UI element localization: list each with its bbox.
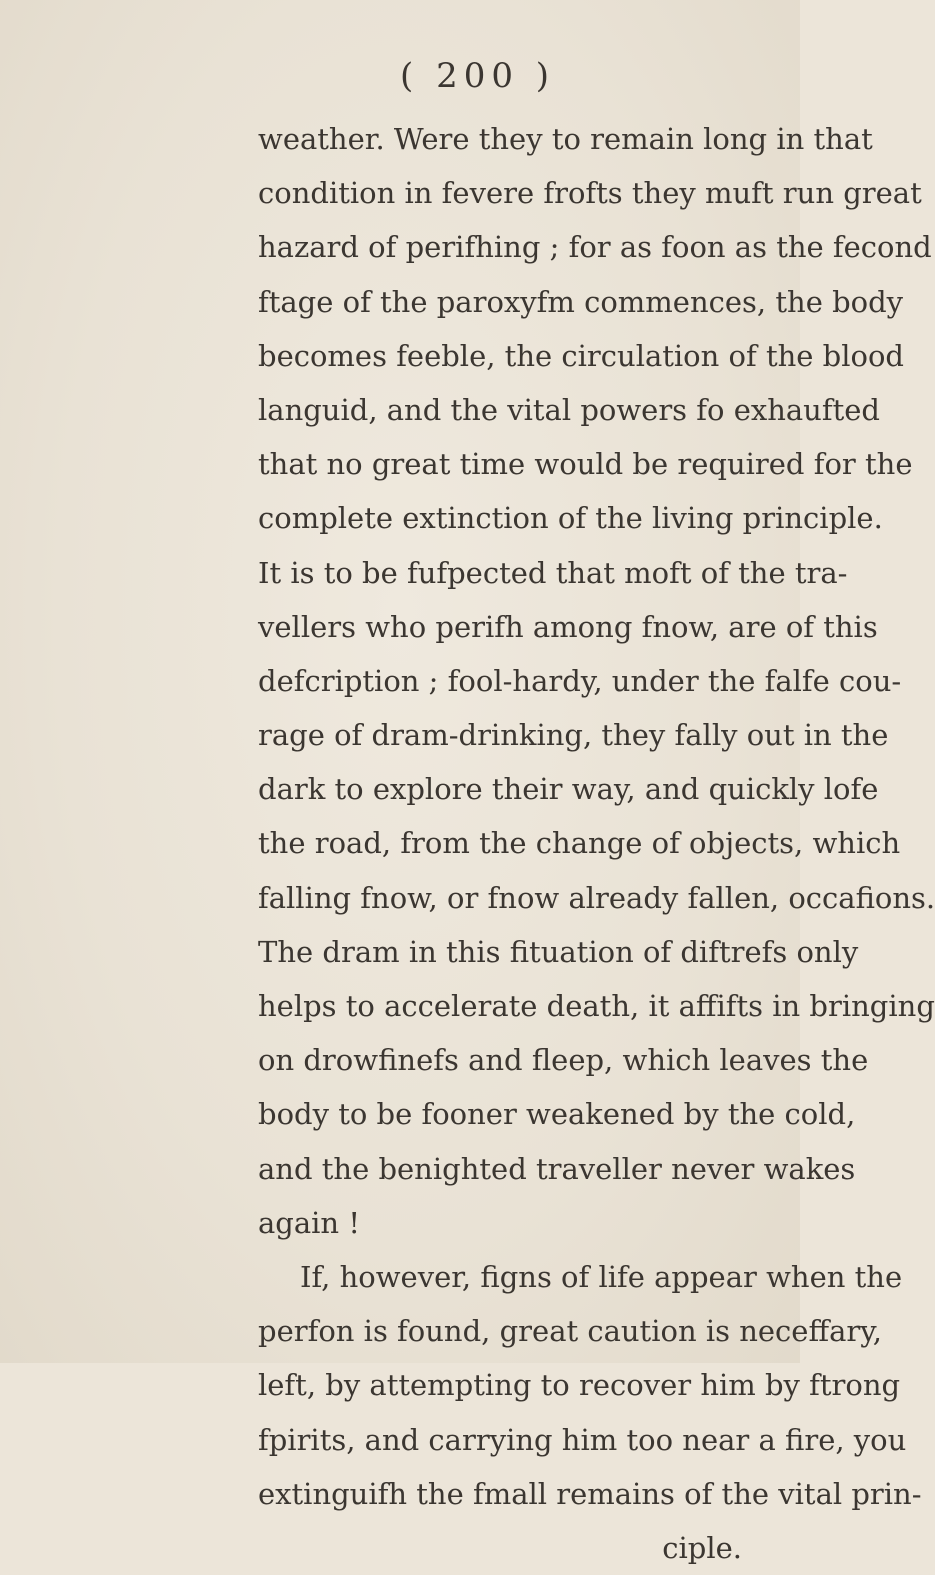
paragraph-start-line: If, however, figns of life appear when the [300, 1259, 903, 1294]
text-line: hazard of perifhing ; for as foon as the fecond [258, 230, 932, 265]
text-line: ftage of the paroxyfm commences, the body [258, 284, 904, 319]
text-line: extinguifh the fmall remains of the vital prin- [258, 1476, 922, 1511]
text-line: again ! [258, 1205, 360, 1240]
text-line: perfon is found, great caution is neceffary, [258, 1314, 882, 1349]
text-line: becomes feeble, the circulation of the blood [258, 338, 904, 373]
text-line: left, by attempting to recover him by ftrong [258, 1368, 901, 1403]
text-line: on drowfinefs and fleep, which leaves the [258, 1043, 869, 1078]
text-line: vellers who perifh among fnow, are of this [258, 609, 878, 644]
body-text [258, 112, 935, 1575]
text-line: condition in fevere frofts they muft run great [258, 176, 922, 211]
text-line: helps to accelerate death, it affifts in bringing [258, 989, 935, 1023]
text-line: complete extinction of the living principle. [258, 501, 883, 536]
page-number: ( 200 ) [400, 56, 556, 96]
text-line: rage of dram-drinking, they fally out in the [258, 718, 889, 753]
text-line: It is to be fufpected that moft of the tra- [258, 555, 848, 590]
final-line: ciple. [662, 1530, 742, 1565]
text-line: body to be fooner weakened by the cold, [258, 1097, 856, 1132]
text-line: defcription ; fool-hardy, under the falfe cou- [258, 663, 902, 698]
text-line: and the benighted traveller never wakes [258, 1151, 856, 1186]
text-line: the road, from the change of objects, which [258, 826, 901, 861]
text-line: falling fnow, or fnow already fallen, occafions. [258, 880, 935, 915]
text-line: fpirits, and carrying him too near a fire, you [258, 1422, 907, 1457]
text-line: languid, and the vital powers fo exhaufted [258, 392, 880, 427]
text-line: dark to explore their way, and quickly lofe [258, 772, 879, 807]
text-line: The dram in this fituation of diftrefs only [258, 934, 859, 969]
text-line: that no great time would be required for the [258, 447, 913, 482]
text-line: weather. Were they to remain long in that [258, 122, 873, 156]
